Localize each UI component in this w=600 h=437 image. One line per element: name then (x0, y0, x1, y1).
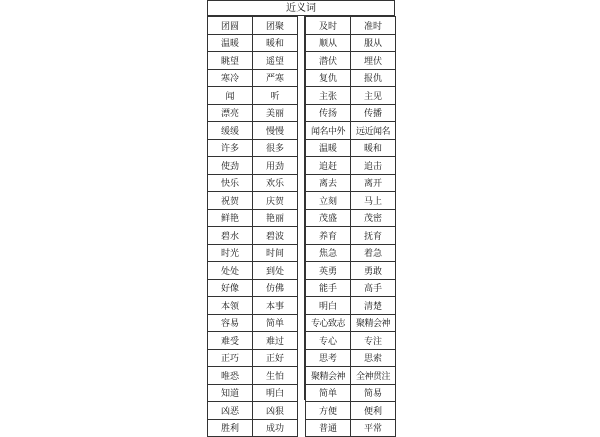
synonym-cell: 碧波 (253, 227, 298, 245)
word-cell: 胜利 (208, 419, 253, 437)
word-cell: 祝贺 (208, 192, 253, 210)
synonym-cell: 难过 (253, 332, 298, 350)
synonym-row (208, 314, 298, 332)
synonym-row (306, 192, 396, 210)
synonym-row (208, 402, 298, 420)
synonym-row (208, 34, 298, 52)
synonym-cell: 专注 (351, 332, 396, 350)
word-cell: 碧水 (208, 227, 253, 245)
synonym-row (208, 139, 298, 157)
synonym-row (208, 244, 298, 262)
word-cell: 闻名中外 (306, 122, 351, 140)
synonym-cell: 欢乐 (253, 174, 298, 192)
word-cell: 聚精会神 (306, 367, 351, 385)
synonym-cell: 远近闻名 (351, 122, 396, 140)
right-synonym-table (305, 16, 396, 437)
synonym-cell: 埋伏 (351, 52, 396, 70)
word-cell: 处处 (208, 262, 253, 280)
synonym-row (306, 52, 396, 70)
word-cell: 及时 (306, 17, 351, 35)
synonym-cell: 简易 (351, 384, 396, 402)
synonym-cell: 暖和 (253, 34, 298, 52)
synonym-cell: 茂密 (351, 209, 396, 227)
synonym-cell: 艳丽 (253, 209, 298, 227)
synonym-row (208, 384, 298, 402)
left-synonym-table (207, 16, 298, 437)
synonym-row (208, 297, 298, 315)
word-cell: 鲜艳 (208, 209, 253, 227)
synonym-cell: 仿佛 (253, 279, 298, 297)
synonym-cell: 明白 (253, 384, 298, 402)
synonym-cell: 遥望 (253, 52, 298, 70)
synonym-row (306, 297, 396, 315)
synonym-row (306, 244, 396, 262)
synonym-row (208, 17, 298, 35)
synonym-row (306, 139, 396, 157)
synonym-row (208, 367, 298, 385)
synonym-cell: 很多 (253, 139, 298, 157)
word-cell: 潜伏 (306, 52, 351, 70)
word-cell: 养育 (306, 227, 351, 245)
word-cell: 能手 (306, 279, 351, 297)
synonym-cell: 准时 (351, 17, 396, 35)
word-cell: 离去 (306, 174, 351, 192)
synonym-row (306, 174, 396, 192)
synonym-cell: 严寒 (253, 69, 298, 87)
word-cell: 传扬 (306, 104, 351, 122)
word-cell: 好像 (208, 279, 253, 297)
synonym-row (208, 332, 298, 350)
word-cell: 快乐 (208, 174, 253, 192)
synonym-row (208, 192, 298, 210)
synonym-cell: 报仇 (351, 69, 396, 87)
word-cell: 缓缓 (208, 122, 253, 140)
word-cell: 容易 (208, 314, 253, 332)
synonym-cell: 慢慢 (253, 122, 298, 140)
synonym-row (306, 349, 396, 367)
word-cell: 思考 (306, 349, 351, 367)
word-cell: 闻 (208, 87, 253, 105)
synonym-row (306, 34, 396, 52)
synonym-row (306, 402, 396, 420)
word-cell: 本领 (208, 297, 253, 315)
synonym-row (306, 104, 396, 122)
synonym-cell: 凶狠 (253, 402, 298, 420)
synonym-sheet (207, 0, 395, 435)
synonym-cell: 用劲 (253, 157, 298, 175)
word-cell: 主张 (306, 87, 351, 105)
synonym-row (306, 17, 396, 35)
synonym-cell: 简单 (253, 314, 298, 332)
synonym-cell: 着急 (351, 244, 396, 262)
synonym-cell: 美丽 (253, 104, 298, 122)
word-cell: 简单 (306, 384, 351, 402)
synonym-row (306, 87, 396, 105)
synonym-cell: 离开 (351, 174, 396, 192)
synonym-row (208, 157, 298, 175)
synonym-row (306, 314, 396, 332)
synonym-cell: 便利 (351, 402, 396, 420)
synonym-row (306, 419, 396, 437)
synonym-row (208, 174, 298, 192)
word-cell: 立刻 (306, 192, 351, 210)
synonym-row (208, 209, 298, 227)
synonym-cell: 听 (253, 87, 298, 105)
word-cell: 顺从 (306, 34, 351, 52)
word-cell: 寒冷 (208, 69, 253, 87)
word-cell: 时光 (208, 244, 253, 262)
synonym-row (306, 332, 396, 350)
column-gap (297, 16, 305, 400)
synonym-cell: 正好 (253, 349, 298, 367)
synonym-cell: 马上 (351, 192, 396, 210)
synonym-row (306, 367, 396, 385)
word-cell: 知道 (208, 384, 253, 402)
word-cell: 团圆 (208, 17, 253, 35)
word-cell: 使劲 (208, 157, 253, 175)
synonym-cell: 抚育 (351, 227, 396, 245)
synonym-cell: 高手 (351, 279, 396, 297)
synonym-cell: 平常 (351, 419, 396, 437)
synonym-cell: 清楚 (351, 297, 396, 315)
synonym-row (208, 227, 298, 245)
synonym-row (306, 69, 396, 87)
synonym-row (306, 262, 396, 280)
word-cell: 正巧 (208, 349, 253, 367)
synonym-row (306, 122, 396, 140)
synonym-row (208, 122, 298, 140)
word-cell: 焦急 (306, 244, 351, 262)
synonym-row (208, 419, 298, 437)
word-cell: 普通 (306, 419, 351, 437)
synonym-row (208, 349, 298, 367)
word-cell: 温暖 (208, 34, 253, 52)
synonym-row (306, 279, 396, 297)
synonym-row (208, 87, 298, 105)
synonym-cell: 全神贯注 (351, 367, 396, 385)
synonym-row (208, 279, 298, 297)
synonym-cell: 服从 (351, 34, 396, 52)
word-cell: 英勇 (306, 262, 351, 280)
synonym-cell: 追击 (351, 157, 396, 175)
synonym-cell: 主见 (351, 87, 396, 105)
synonym-cell: 成功 (253, 419, 298, 437)
synonym-cell: 到处 (253, 262, 298, 280)
synonym-row (208, 104, 298, 122)
word-cell: 专心致志 (306, 314, 351, 332)
word-cell: 难受 (208, 332, 253, 350)
word-cell: 专心 (306, 332, 351, 350)
synonym-cell: 团聚 (253, 17, 298, 35)
synonym-cell: 本事 (253, 297, 298, 315)
word-cell: 许多 (208, 139, 253, 157)
synonym-row (208, 52, 298, 70)
synonym-cell: 聚精会神 (351, 314, 396, 332)
word-cell: 明白 (306, 297, 351, 315)
synonym-cell: 时间 (253, 244, 298, 262)
synonym-cell: 暖和 (351, 139, 396, 157)
word-cell: 复仇 (306, 69, 351, 87)
word-cell: 漂亮 (208, 104, 253, 122)
synonym-cell: 勇敢 (351, 262, 396, 280)
word-cell: 温暖 (306, 139, 351, 157)
synonym-cell: 思索 (351, 349, 396, 367)
word-cell: 唯恐 (208, 367, 253, 385)
synonym-cell: 庆贺 (253, 192, 298, 210)
word-cell: 追赶 (306, 157, 351, 175)
synonym-row (208, 262, 298, 280)
word-cell: 凶恶 (208, 402, 253, 420)
sheet-title: 近义词 (207, 0, 395, 16)
word-cell: 茂盛 (306, 209, 351, 227)
synonym-row (306, 209, 396, 227)
synonym-row (208, 69, 298, 87)
synonym-cell: 传播 (351, 104, 396, 122)
synonym-row (306, 227, 396, 245)
word-cell: 眺望 (208, 52, 253, 70)
word-cell: 方便 (306, 402, 351, 420)
synonym-row (306, 384, 396, 402)
synonym-cell: 生怕 (253, 367, 298, 385)
synonym-row (306, 157, 396, 175)
